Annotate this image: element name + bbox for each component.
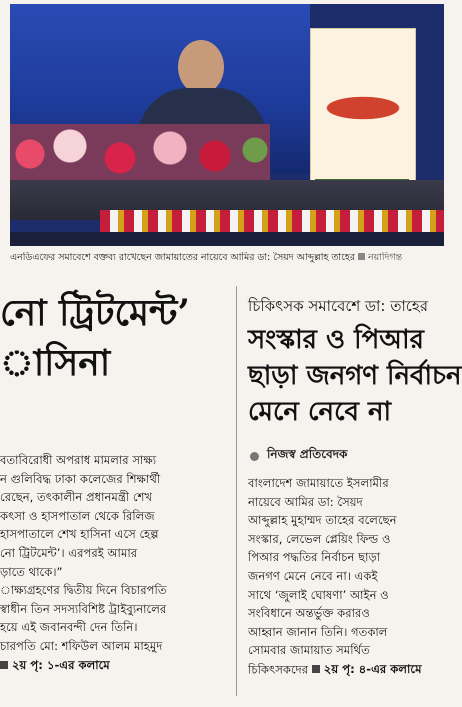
right-body-line: সোমবার জামায়াত সমর্থিত xyxy=(248,643,370,658)
caption-text: এনডিএফের সমাবেশে বক্তব্য রাখেছেন জামায়াতের নায়েবে আমির ডা: সৈয়দ আব্দুল্লাহ তাহের xyxy=(10,252,355,263)
right-last-line-prefix: চিকিৎসকদের xyxy=(248,662,309,677)
left-headline-line: নো ট্রিটমেন্ট’ xyxy=(0,292,190,334)
event-photo xyxy=(10,4,444,246)
right-jump-text: ২য় পৃ: ৪-এর কলামে xyxy=(323,661,422,676)
right-body-line: সংস্কার, লেভেল প্লেয়িং ফিল্ড ও xyxy=(248,531,391,546)
right-body-line: সাথে ‘জুলাই ঘোষণা’ আইন ও xyxy=(248,587,389,602)
left-body-line: নো ট্রিটমেন্ট’। এরপরই আমার xyxy=(0,545,138,560)
flower-bouquet xyxy=(10,124,270,186)
right-body-line: পিআর পদ্ধতির নির্বাচন ছাড়া xyxy=(248,550,381,565)
byline xyxy=(250,446,456,466)
right-body-line: আহ্বান জানান তিনি। গতকাল xyxy=(248,624,388,639)
right-body-line: সংবিধানে অন্তর্ভুক্ত করারও xyxy=(248,606,370,621)
circle-bullet-icon xyxy=(250,452,259,461)
square-bullet-icon xyxy=(312,665,320,673)
right-kicker: চিকিৎসক সমাবেশে ডা: তাহের xyxy=(248,297,428,315)
stage-table-decoration xyxy=(100,210,444,232)
left-body-line: রেছেন, তৎকালীন প্রধানমন্ত্রী শেখ xyxy=(0,490,153,505)
left-headline xyxy=(0,288,232,388)
square-bullet-icon xyxy=(358,253,365,260)
left-body-line: ন গুলিবিদ্ধ ঢাকা কলেজের শিক্ষার্থী xyxy=(0,471,161,486)
photo-credit: নয়াদিগন্ত xyxy=(367,252,403,263)
left-body-line: স্বাধীন তিন সদস্যবিশিষ্ট ট্রাইব্যুনালের xyxy=(0,601,167,616)
left-jump-link[interactable] xyxy=(0,656,110,675)
right-headline-line: সংস্কার ও পিআর xyxy=(248,325,424,355)
right-headline-line: মেনে নেবে না xyxy=(248,397,392,427)
right-body-line: আব্দুল্লাহ মুহাম্মদ তাহের বলেছেন xyxy=(248,513,397,528)
byline-text: নিজস্ব প্রতিবেদক xyxy=(267,447,348,461)
left-body-line: বতাবিরোধী অপরাধ মামলার সাক্ষ্য xyxy=(0,453,157,467)
right-body-line: জনগণ মেনে নেবে না। একই xyxy=(248,568,378,583)
event-banner xyxy=(310,28,416,200)
column-divider xyxy=(236,286,237,696)
banner-title-graphic xyxy=(321,95,405,121)
right-body-line: নায়েবে আমির ডা: সৈয়দ xyxy=(248,494,363,509)
left-article-body xyxy=(0,451,232,674)
right-jump-link[interactable] xyxy=(312,660,422,679)
left-body-line: কৎসা ও হাসপাতাল থেকে রিলিজ xyxy=(0,508,155,523)
right-article-body xyxy=(248,474,456,679)
right-body-line: বাংলাদেশ জামায়াতে ইসলামীর xyxy=(248,476,389,490)
left-body-line: হয়ে এই জবানবন্দী দেন তিনি। xyxy=(0,620,138,635)
stage-floor xyxy=(10,232,444,246)
left-body-line: ড়াতে থাকে।” xyxy=(0,564,63,579)
right-headline-line: ছাড়া জনগণ নির্বাচন xyxy=(248,361,462,391)
left-body-line: চারপতি মো: শফিউল আলম মাহমুদ xyxy=(0,638,163,653)
left-body-line: হাসপাতালে শেখ হাসিনা এসে হেল্প xyxy=(0,527,159,542)
square-bullet-icon xyxy=(0,661,8,669)
speaker-figure-head xyxy=(178,40,224,94)
right-headline xyxy=(248,322,462,430)
left-body-line: াক্ষ্যগ্রহণের দ্বিতীয় দিনে বিচারপতি xyxy=(0,583,167,598)
photo-caption xyxy=(10,252,450,264)
left-headline-line: াসিনা xyxy=(0,342,111,384)
left-jump-text: ২য় পৃ: ১-এর কলামে xyxy=(12,657,110,672)
